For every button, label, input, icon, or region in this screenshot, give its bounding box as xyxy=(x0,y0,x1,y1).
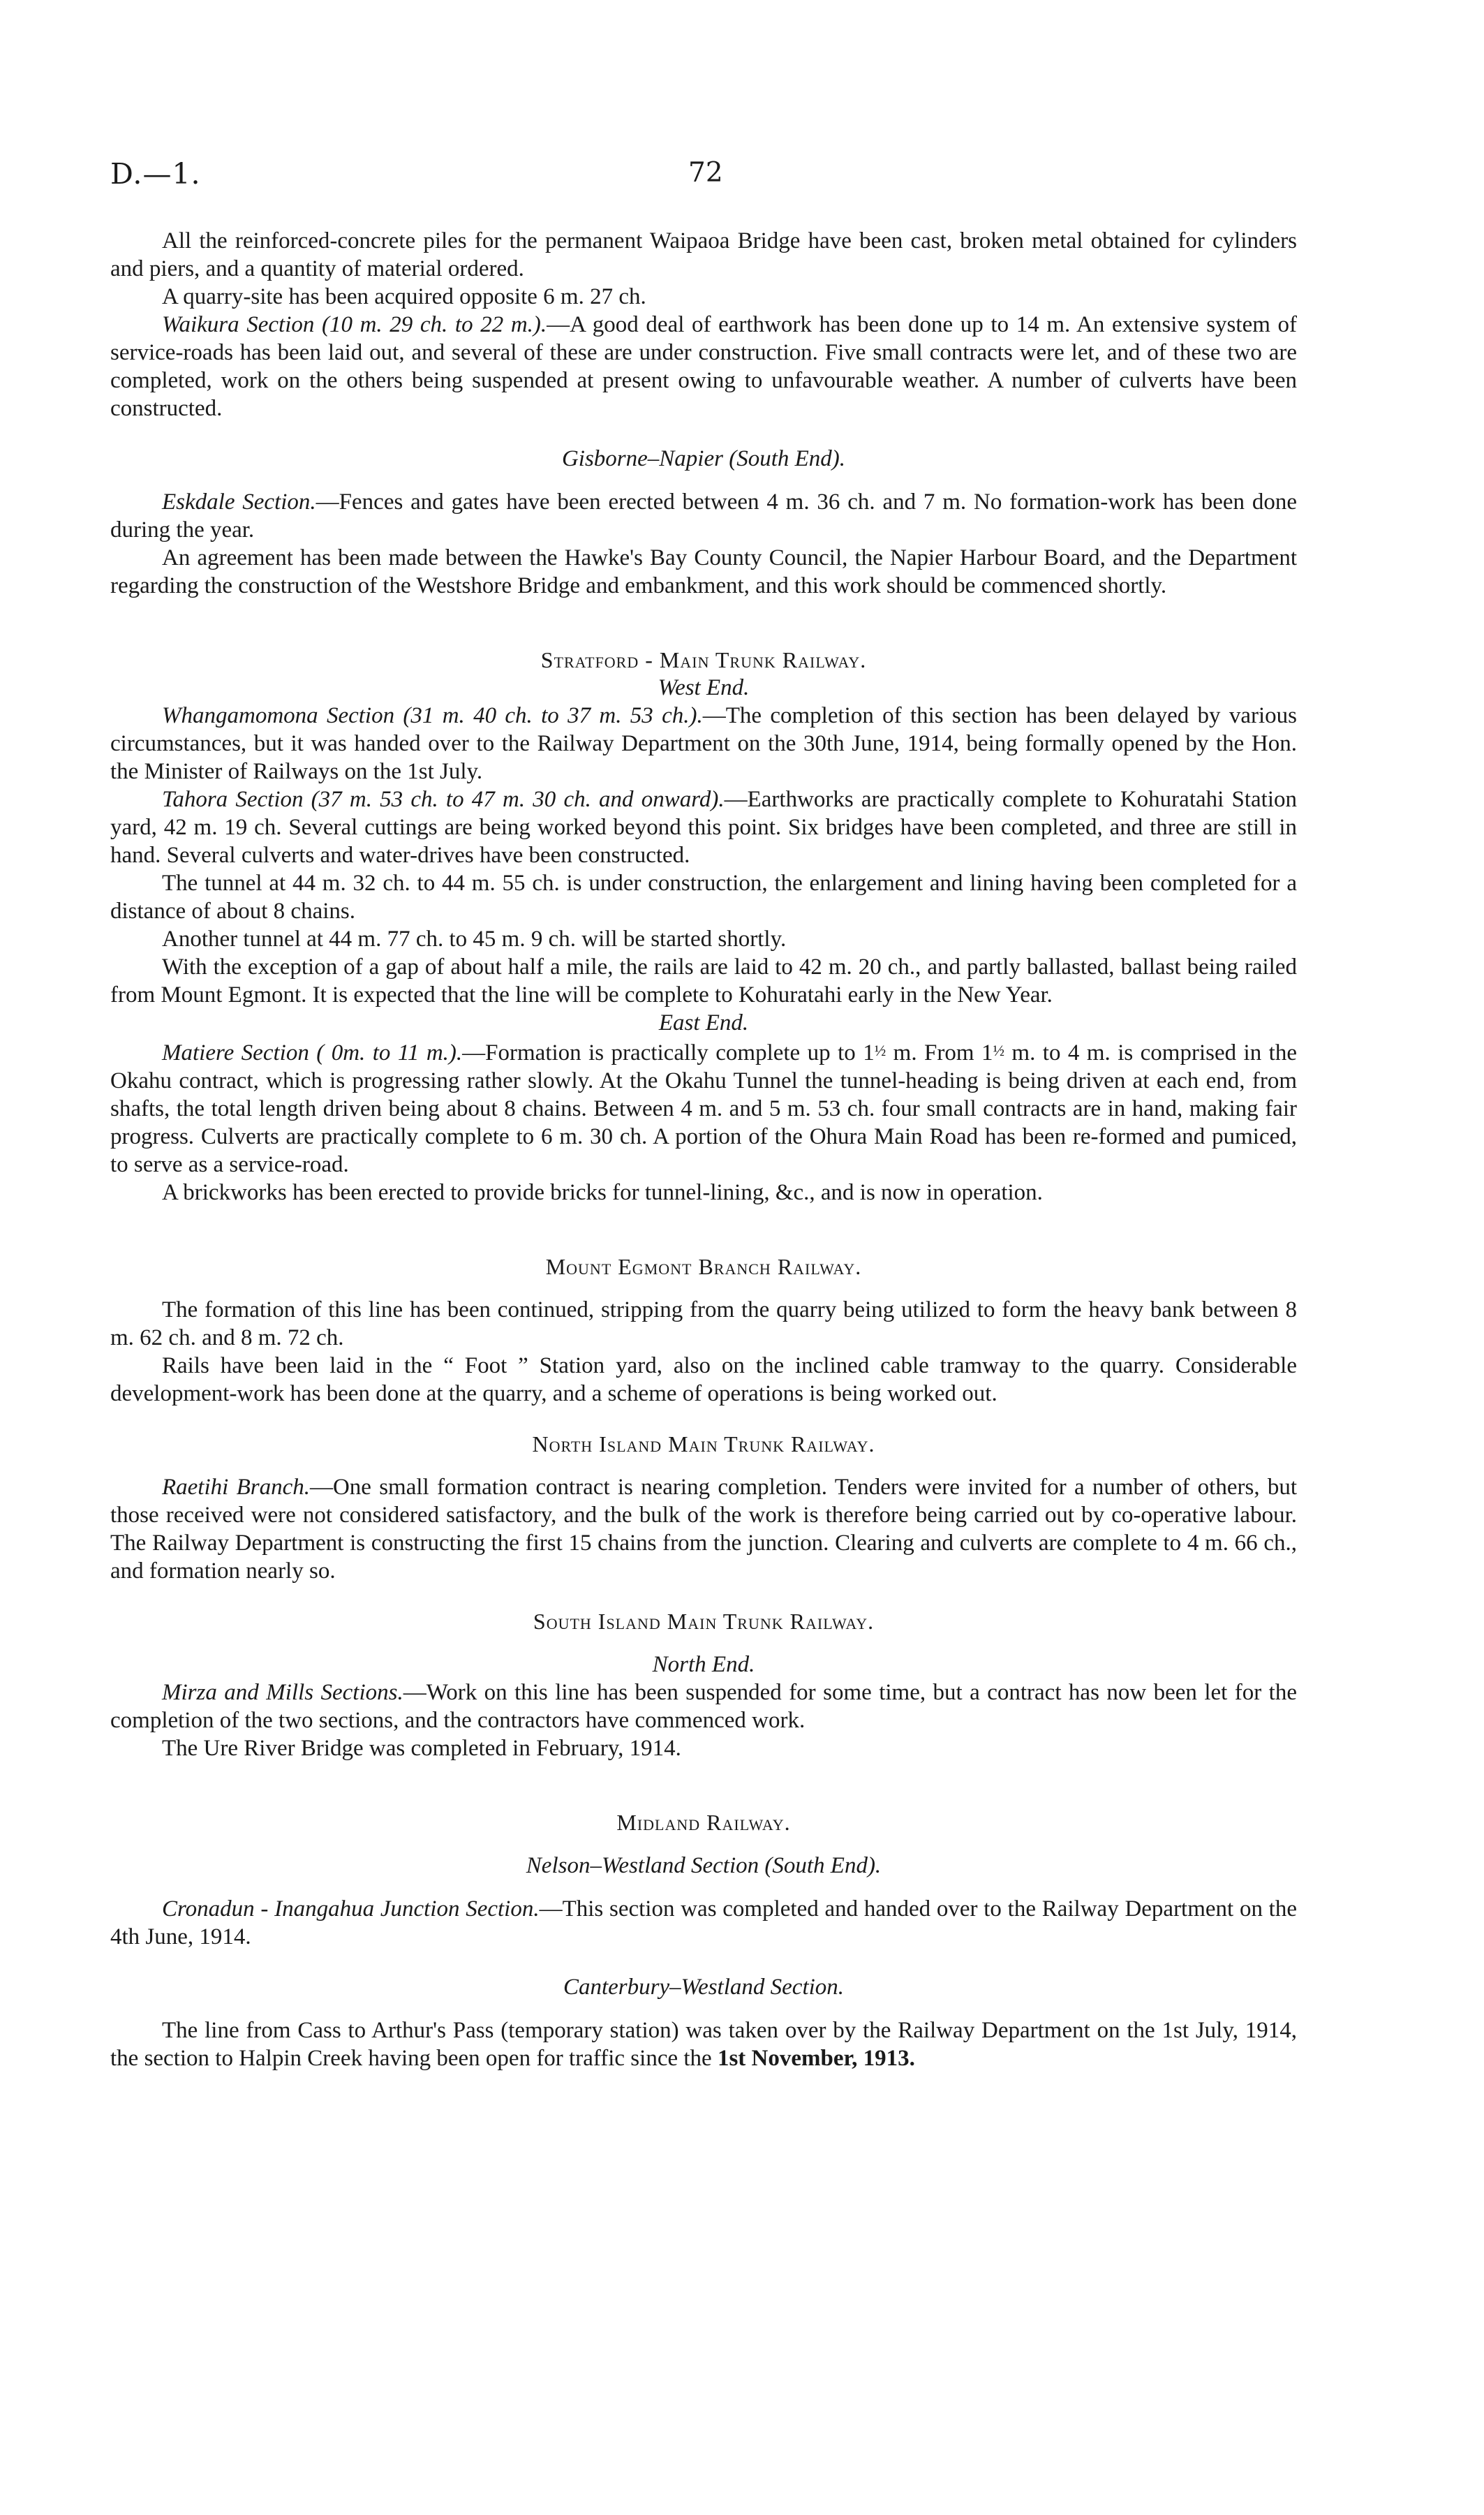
paragraph xyxy=(110,1679,1297,1734)
paragraph xyxy=(110,1895,1297,1951)
paragraph-text: —Earthworks are practically complete to Kohuratahi Station yard, 42 m. 19 ch. Several cuttings are being worked beyond this point. Six bridges have been completed, and three are still in hand. Several culverts and water-drives have been constructed. xyxy=(110,787,1298,868)
document-body xyxy=(110,227,1297,2072)
paragraph xyxy=(110,1037,1297,1179)
paragraph-text: —Work on this line has been suspended for some time, but a contract has now been let for the completion of the two sections, and the contractors have commenced work. xyxy=(110,1680,1297,1733)
section-subheading: East End. xyxy=(658,1010,749,1035)
page-number: 72 xyxy=(688,157,723,189)
paragraph xyxy=(110,786,1297,869)
paragraph-lead: Eskdale Section. xyxy=(162,489,316,515)
paragraph xyxy=(110,311,1297,422)
section-heading: Mount Egmont Branch Railway. xyxy=(545,1254,862,1279)
paragraph-date: 1st November, 1913. xyxy=(717,2046,915,2071)
paragraph: The formation of this line has been continued, stripping from the quarry being utilized to form the heavy bank between 8 m. 62 ch. and 8 m. 72 ch. xyxy=(110,1297,1297,1350)
paragraph: A quarry-site has been acquired opposite 6 m. 27 ch. xyxy=(162,284,646,309)
section-subheading: West End. xyxy=(658,675,750,700)
paragraph-text: —The completion of this section has been delayed by various circumstances, but it was handed over to the Railway Department on the 30th June, 1914, being formally opened by the Hon. the Minister of Railways on the 1st July. xyxy=(110,703,1297,784)
section-heading: Stratford - Main Trunk Railway. xyxy=(540,647,867,672)
paragraph-text: The line from Cass to Arthur's Pass (temporary station) was taken over by the Railway Department on the 1st July, 1914, the section to Halpin Creek having been open for traffic since the xyxy=(110,2018,1297,2071)
paragraph: All the reinforced-concrete piles for the permanent Waipaoa Bridge have been cast, broken metal obtained for cylinders and piers, and a quantity of material ordered. xyxy=(110,228,1297,281)
paragraph xyxy=(110,1473,1297,1585)
paragraph-text: —Fences and gates have been erected between 4 m. 36 ch. and 7 m. No formation-work has been done during the year. xyxy=(110,489,1297,543)
paragraph: A brickworks has been erected to provide bricks for tunnel-lining, &c., and is now in operation. xyxy=(162,1180,1043,1205)
paragraph: The Ure River Bridge was completed in February, 1914. xyxy=(162,1736,681,1761)
paragraph: With the exception of a gap of about half a mile, the rails are laid to 42 m. 20 ch., and partly ballasted, ballast being railed from Mount Egmont. It is expected that the line will be complete to Kohuratahi early in the New Year. xyxy=(110,954,1297,1008)
paragraph-text: —Formation is practically complete up to 1 xyxy=(462,1040,875,1065)
paragraph-text: —One small formation contract is nearing completion. Tenders were invited for a number of others, but those received were not considered satisfactory, and the bulk of the work is therefore being carried out by co-operative labour. The Railway Department is constructing the first 15 chains from the junction. Clearing and culverts are complete to 4 m. 66 ch., and formation nearly so. xyxy=(110,1475,1297,1584)
section-heading: Midland Railway. xyxy=(616,1810,791,1835)
paragraph-text: —This section was completed and handed over to the Railway Department on the 4th June, 1914. xyxy=(110,1896,1298,1949)
fraction: ½ xyxy=(993,1042,1004,1059)
section-subheading: Gisborne–Napier (South End). xyxy=(561,446,846,471)
document-reference: D.—1. xyxy=(110,157,201,191)
paragraph-text: —A good deal of earthwork has been done up to 14 m. An extensive system of service-roads has been laid out, and several of these are under construction. Five small contracts were let, and of these two are completed, work on the others being suspended at present owing to unfavourable weather. A number of culverts have been constructed. xyxy=(110,312,1297,421)
paragraph-text: m. to 4 m. is comprised in the Okahu contract, which is progressing rather slowly. At the Okahu Tunnel the tunnel-heading is being driven at each end, from shafts, the total length driven being about 8 chains. Between 4 m. and 5 m. 53 ch. four small contracts are in hand, making fair progress. Culverts are practically complete to 6 m. 30 ch. A portion of the Ohura Main Road has been re-formed and pumiced, to serve as a service-road. xyxy=(110,1040,1297,1177)
paragraph-lead: Tahora Section (37 m. 53 ch. to 47 m. 30 ch. and onward). xyxy=(162,787,725,812)
paragraph: Rails have been laid in the “ Foot ” Station yard, also on the inclined cable tramway to the quarry. Considerable development-work has been done at the quarry, and a scheme of operations is being worked out. xyxy=(110,1353,1297,1406)
paragraph-lead: Whangamomona Section (31 m. 40 ch. to 37 m. 53 ch.). xyxy=(162,703,703,728)
fraction: ½ xyxy=(874,1042,886,1059)
paragraph: Another tunnel at 44 m. 77 ch. to 45 m. 9 ch. will be started shortly. xyxy=(162,927,787,952)
paragraph: The tunnel at 44 m. 32 ch. to 44 m. 55 ch. is under construction, the enlargement and lining having been completed for a distance of about 8 chains. xyxy=(110,871,1297,924)
paragraph-lead: Cronadun - Inangahua Junction Section. xyxy=(162,1896,540,1922)
page-header xyxy=(110,157,1297,206)
paragraph-lead: Raetihi Branch. xyxy=(162,1475,310,1500)
paragraph-lead: Waikura Section (10 m. 29 ch. to 22 m.). xyxy=(162,312,547,337)
paragraph-lead: Mirza and Mills Sections. xyxy=(162,1680,403,1705)
section-subheading: North End. xyxy=(652,1652,755,1677)
section-heading: South Island Main Trunk Railway. xyxy=(533,1609,875,1634)
paragraph-text: m. From 1 xyxy=(886,1040,993,1065)
paragraph xyxy=(110,702,1297,786)
paragraph-lead: Matiere Section ( 0m. to 11 m.). xyxy=(162,1040,463,1065)
paragraph: An agreement has been made between the Hawke's Bay County Council, the Napier Harbour Board, and the Department regarding the construction of the Westshore Bridge and embankment, and this work should be commenced shortly. xyxy=(110,545,1297,598)
paragraph xyxy=(110,488,1297,544)
section-heading: North Island Main Trunk Railway. xyxy=(532,1431,875,1456)
section-subheading: Canterbury–Westland Section. xyxy=(563,1975,845,2000)
paragraph xyxy=(110,2016,1297,2072)
section-subheading: Nelson–Westland Section (South End). xyxy=(526,1853,882,1878)
